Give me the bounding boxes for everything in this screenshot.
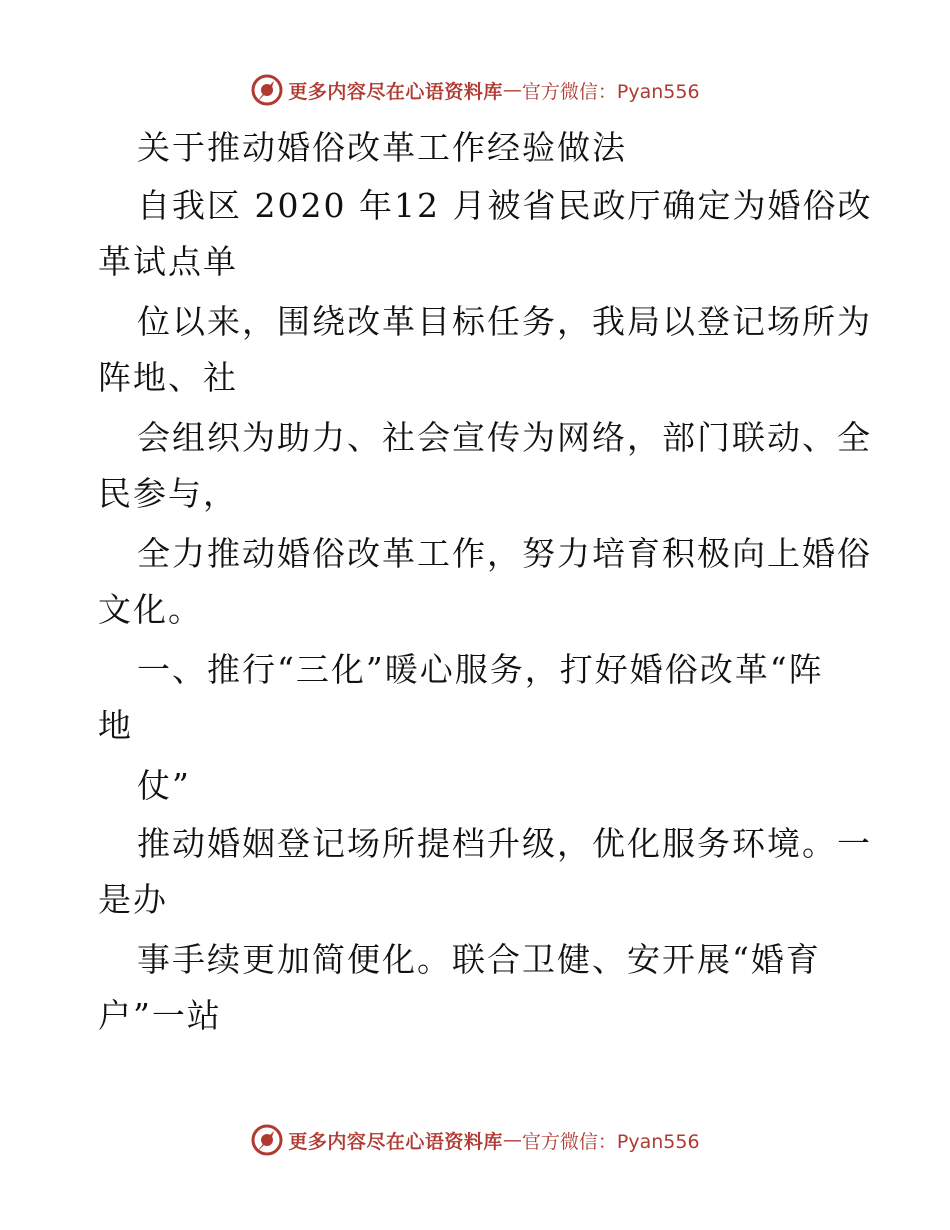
paragraph-line: 户”一站 (98, 996, 222, 1035)
section-heading-continued: 地 (98, 706, 133, 745)
quill-logo-icon (250, 73, 284, 107)
banner-separator: — (502, 1129, 522, 1151)
paragraph-line: 阵地、社 (98, 358, 238, 397)
paragraph-line: 事手续更加简便化。联合卫健、安开展“婚育 (137, 940, 821, 979)
paragraph-line: 全力推动婚俗改革工作，努力培育积极向上婚俗 (137, 534, 872, 573)
paragraph-line: 民参与， (98, 474, 238, 513)
header-watermark-banner (0, 70, 950, 110)
paragraph-line: 位以来，围绕改革目标任务，我局以登记场所为 (137, 302, 872, 341)
section-heading-continued: 仗” (137, 766, 191, 805)
quill-logo-icon (250, 1123, 284, 1157)
document-title: 关于推动婚俗改革工作经验做法 (137, 128, 627, 167)
paragraph-line: 文化。 (98, 590, 203, 629)
banner-text: 更多内容尽在心语资料库 (288, 1130, 503, 1153)
paragraph-line: 自我区 2020 年12 月被省民政厅确定为婚俗改 (137, 186, 873, 225)
paragraph-line: 是办 (98, 880, 168, 919)
paragraph-line: 推动婚姻登记场所提档升级，优化服务环境。一 (137, 824, 872, 863)
banner-wechat: 官方微信：Pyan556 (521, 1130, 700, 1153)
section-heading: 一、推行“三化”暖心服务，打好婚俗改革“阵 (137, 650, 824, 689)
footer-watermark-banner (0, 1120, 950, 1160)
banner-text: 更多内容尽在心语资料库 (288, 80, 503, 103)
banner-wechat: 官方微信：Pyan556 (521, 80, 700, 103)
banner-separator: — (502, 79, 522, 101)
paragraph-line: 会组织为助力、社会宣传为网络，部门联动、全 (137, 418, 872, 457)
paragraph-line: 革试点单 (98, 242, 238, 281)
